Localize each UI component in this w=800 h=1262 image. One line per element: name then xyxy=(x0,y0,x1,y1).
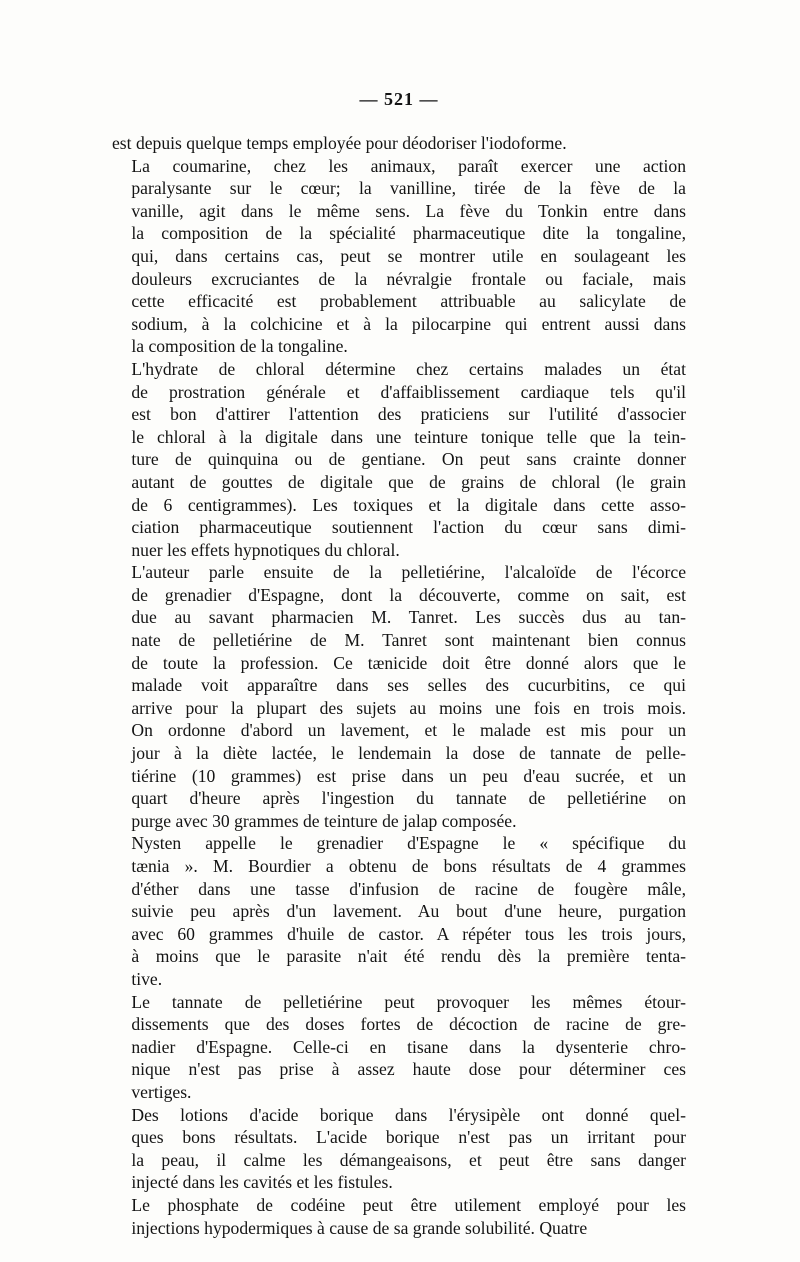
book-page xyxy=(112,88,686,1239)
paragraph xyxy=(112,1194,686,1239)
text-line: nadier d'Espagne. Celle-ci en tisane dans la dysenterie chro- xyxy=(131,1036,686,1057)
text-line: tiérine (10 grammes) est prise dans un peu d'eau sucrée, et un xyxy=(131,765,686,786)
text-line: jour à la diète lactée, le lendemain la dose de tannate de pelle- xyxy=(131,743,686,764)
text-line: L'hydrate de chloral détermine chez certains malades un état xyxy=(131,358,686,379)
text-line: la composition de la tongaline. xyxy=(131,336,348,357)
text-line: vanille, agit dans le même sens. La fève du Tonkin entre dans xyxy=(131,200,686,221)
text-line: injections hypodermiques à cause de sa grande solubilité. Quatre xyxy=(131,1217,588,1238)
text-line: tive. xyxy=(131,968,163,989)
text-line: à moins que le parasite n'ait été rendu dès la première tenta- xyxy=(131,946,686,967)
paragraph xyxy=(112,132,686,155)
text-line: dissements que des doses fortes de décoction de racine de gre- xyxy=(131,1014,686,1035)
text-line: Nysten appelle le grenadier d'Espagne le « spécifique du xyxy=(131,833,686,854)
text-line: de toute la profession. Ce tænicide doit être donné alors que le xyxy=(131,652,686,673)
text-line: vertiges. xyxy=(131,1081,192,1102)
text-line: autant de gouttes de digitale que de grains de chloral (le grain xyxy=(131,471,686,492)
text-line: nate de pelletiérine de M. Tanret sont maintenant bien connus xyxy=(131,630,686,651)
text-line: cette efficacité est probablement attribuable au salicylate de xyxy=(131,291,686,312)
text-line: La coumarine, chez les animaux, paraît exercer une action xyxy=(131,155,686,176)
text-line: due au savant pharmacien M. Tanret. Les succès dus au tan- xyxy=(131,607,686,628)
text-line: ture de quinquina ou de gentiane. On peut sans crainte donner xyxy=(131,449,686,470)
page-number: — 521 — xyxy=(359,89,439,109)
text-line: de 6 centigrammes). Les toxiques et la digitale dans cette asso- xyxy=(131,494,686,515)
text-line: malade voit apparaître dans ses selles des cucurbitins, ce qui xyxy=(131,675,686,696)
text-line: suivie peu après d'un lavement. Au bout d'une heure, purgation xyxy=(131,901,686,922)
paragraph xyxy=(112,155,686,358)
text-line: ques bons résultats. L'acide borique n'est pas un irritant pour xyxy=(131,1127,686,1148)
text-line: douleurs excruciantes de la névralgie frontale ou faciale, mais xyxy=(131,268,686,289)
text-line: sodium, à la colchicine et à la pilocarpine qui entrent aussi dans xyxy=(131,313,686,334)
text-line: nuer les effets hypnotiques du chloral. xyxy=(131,539,400,560)
text-line: purge avec 30 grammes de teinture de jalap composée. xyxy=(131,810,517,831)
page-body xyxy=(112,132,686,1239)
text-line: On ordonne d'abord un lavement, et le malade est mis pour un xyxy=(131,720,686,741)
paragraph xyxy=(112,832,686,990)
text-line: arrive pour la plupart des sujets au moins une fois en trois mois. xyxy=(131,697,686,718)
text-line: nique n'est pas prise à assez haute dose pour déterminer ces xyxy=(131,1059,686,1080)
text-line: Des lotions d'acide borique dans l'érysipèle ont donné quel- xyxy=(131,1104,686,1125)
text-line: quart d'heure après l'ingestion du tannate de pelletiérine on xyxy=(131,788,686,809)
text-line: qui, dans certains cas, peut se montrer utile en soulageant les xyxy=(131,245,686,266)
text-line: de grenadier d'Espagne, dont la découverte, comme on sait, est xyxy=(131,584,686,605)
text-line: d'éther dans une tasse d'infusion de racine de fougère mâle, xyxy=(131,878,686,899)
text-line: Le tannate de pelletiérine peut provoquer les mêmes étour- xyxy=(131,991,686,1012)
text-line: le chloral à la digitale dans une teinture tonique telle que la tein- xyxy=(131,426,686,447)
text-line: la peau, il calme les démangeaisons, et peut être sans danger xyxy=(131,1149,686,1170)
text-line: ciation pharmaceutique soutiennent l'action du cœur sans dimi- xyxy=(131,517,686,538)
text-line: Le phosphate de codéine peut être utilement employé pour les xyxy=(131,1194,686,1215)
text-line: tænia ». M. Bourdier a obtenu de bons résultats de 4 grammes xyxy=(131,856,686,876)
text-line: L'auteur parle ensuite de la pelletiérine, l'alcaloïde de l'écorce xyxy=(131,562,686,583)
text-line: la composition de la spécialité pharmaceutique dite la tongaline, xyxy=(131,223,686,244)
text-line: de prostration générale et d'affaiblissement cardiaque tels qu'il xyxy=(131,381,686,402)
text-line: est bon d'attirer l'attention des praticiens sur l'utilité d'associer xyxy=(131,404,686,425)
paragraph xyxy=(112,358,686,561)
text-line: injecté dans les cavités et les fistules. xyxy=(131,1172,393,1193)
paragraph xyxy=(112,1104,686,1194)
paragraph xyxy=(112,991,686,1104)
text-line: paralysante sur le cœur; la vanilline, tirée de la fève de la xyxy=(131,178,686,199)
paragraph xyxy=(112,561,686,832)
text-line: est depuis quelque temps employée pour déodoriser l'iodoforme. xyxy=(112,133,567,153)
text-line: avec 60 grammes d'huile de castor. A répéter tous les trois jours, xyxy=(131,923,686,944)
